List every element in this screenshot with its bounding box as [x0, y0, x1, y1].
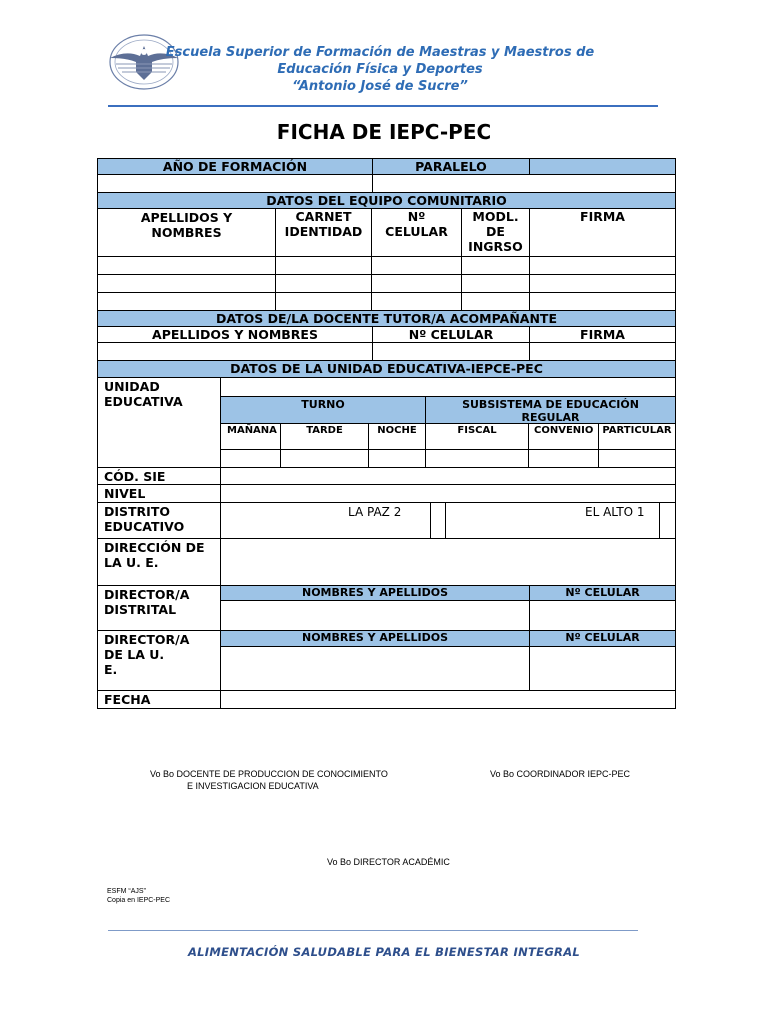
unidad-section-header: DATOS DE LA UNIDAD EDUCATIVA-IEPCE-PEC [97, 360, 676, 378]
distrito-la-paz-2: LA PAZ 2 [348, 505, 402, 519]
signature-docente [150, 768, 388, 792]
turno-manana-check[interactable] [220, 449, 281, 468]
equipo-row-1-carnet[interactable] [275, 256, 372, 275]
equipo-row-1-apellidos[interactable] [97, 256, 276, 275]
equipo-row-1-modalidad[interactable] [461, 256, 530, 275]
signature-docente-line-1: Vo Bo DOCENTE DE PRODUCCION DE CONOCIMIENTO [150, 769, 388, 779]
equipo-col-celular: Nº CELULAR [371, 208, 462, 257]
paralelo-value-input[interactable] [372, 174, 676, 193]
nivel-label: NIVEL [97, 484, 221, 503]
director-ue-celular-input[interactable] [529, 646, 676, 691]
director-distrital-nombres-header: NOMBRES Y APELLIDOS [220, 585, 530, 601]
unidad-educativa-input[interactable] [220, 377, 676, 397]
copy-note-line-1: ESFM “AJS” [107, 888, 146, 895]
docente-col-firma: FIRMA [529, 326, 676, 343]
equipo-row-2-firma[interactable] [529, 274, 676, 293]
docente-col-apellidos: APELLIDOS Y NOMBRES [97, 326, 373, 343]
director-distrital-celular-header: Nº CELULAR [529, 585, 676, 601]
institution-line-1: Escuela Superior de Formación de Maestras y Maestros de [165, 45, 595, 60]
equipo-col-apellidos: APELLIDOS Y NOMBRES [97, 208, 276, 257]
director-distrital-celular-input[interactable] [529, 600, 676, 631]
institution-name [150, 44, 610, 95]
docente-section-header: DATOS DE/LA DOCENTE TUTOR/A ACOMPAÑANTE [97, 310, 676, 327]
turno-noche: NOCHE [368, 423, 426, 450]
copy-note [107, 887, 170, 905]
docente-firma-input[interactable] [529, 342, 676, 361]
institution-line-2: Educación Física y Deportes [277, 62, 483, 77]
paralelo-label: PARALELO [372, 158, 530, 175]
equipo-row-2-modalidad[interactable] [461, 274, 530, 293]
equipo-row-2-carnet[interactable] [275, 274, 372, 293]
equipo-row-2-celular[interactable] [371, 274, 462, 293]
equipo-col-carnet: CARNET IDENTIDAD [275, 208, 372, 257]
unidad-educativa-label: UNIDAD EDUCATIVA [97, 377, 221, 468]
direccion-label: DIRECCIÓN DE LA U. E. [97, 538, 221, 586]
distrito-label: DISTRITO EDUCATIVO [97, 502, 221, 539]
turno-manana: MAÑANA [220, 423, 281, 450]
equipo-row-3-modalidad[interactable] [461, 292, 530, 311]
equipo-col-firma: FIRMA [529, 208, 676, 257]
distrito-el-alto-1-check[interactable] [659, 502, 676, 539]
docente-celular-input[interactable] [372, 342, 530, 361]
turno-tarde-check[interactable] [280, 449, 369, 468]
cod-sie-label: CÓD. SIE [97, 467, 221, 485]
equipo-row-3-celular[interactable] [371, 292, 462, 311]
equipo-section-header: DATOS DEL EQUIPO COMUNITARIO [97, 192, 676, 209]
signature-director: Vo Bo DIRECTOR ACADÉMIC [327, 857, 450, 867]
signature-coordinador: Vo Bo COORDINADOR IEPC-PEC [490, 769, 631, 779]
distrito-la-paz-2-check[interactable] [430, 502, 446, 539]
header-divider [108, 105, 658, 107]
footer-slogan: ALIMENTACIÓN SALUDABLE PARA EL BIENESTAR INTEGRAL [187, 945, 581, 959]
copy-note-line-2: Copia en IEPC-PEC [107, 897, 171, 904]
equipo-row-3-apellidos[interactable] [97, 292, 276, 311]
footer-divider [108, 930, 638, 931]
nivel-input[interactable] [220, 484, 676, 503]
director-ue-label: DIRECTOR/A DE LA U. E. [97, 630, 221, 691]
director-ue-nombres-input[interactable] [220, 646, 530, 691]
document-title: FICHA DE IEPC-PEC [276, 120, 492, 144]
subsistema-fiscal: FISCAL [425, 423, 529, 450]
equipo-row-3-carnet[interactable] [275, 292, 372, 311]
signature-docente-line-2: E INVESTIGACION EDUCATIVA [187, 781, 319, 791]
turno-header: TURNO [220, 396, 426, 424]
equipo-col-modalidad: MODL. DE INGRSO [461, 208, 530, 257]
fecha-label: FECHA [97, 690, 221, 709]
institution-line-3: “Antonio José de Sucre” [292, 79, 468, 94]
subsistema-header: SUBSISTEMA DE EDUCACIÓN REGULAR [425, 396, 676, 424]
director-distrital-label: DIRECTOR/A DISTRITAL [97, 585, 221, 631]
distrito-el-alto-1: EL ALTO 1 [585, 505, 645, 519]
subsistema-convenio-check[interactable] [528, 449, 599, 468]
equipo-row-1-celular[interactable] [371, 256, 462, 275]
subsistema-convenio: CONVENIO [528, 423, 599, 450]
subsistema-particular-check[interactable] [598, 449, 676, 468]
direccion-input[interactable] [220, 538, 676, 586]
equipo-row-1-firma[interactable] [529, 256, 676, 275]
director-ue-celular-header: Nº CELULAR [529, 630, 676, 647]
subsistema-particular: PARTICULAR [598, 423, 676, 450]
director-distrital-nombres-input[interactable] [220, 600, 530, 631]
docente-col-celular: Nº CELULAR [372, 326, 530, 343]
fecha-input[interactable] [220, 690, 676, 709]
ano-formacion-input[interactable] [97, 174, 373, 193]
subsistema-fiscal-check[interactable] [425, 449, 529, 468]
cod-sie-input[interactable] [220, 467, 676, 485]
director-ue-nombres-header: NOMBRES Y APELLIDOS [220, 630, 530, 647]
turno-tarde: TARDE [280, 423, 369, 450]
docente-apellidos-input[interactable] [97, 342, 373, 361]
ano-formacion-label: AÑO DE FORMACIÓN [97, 158, 373, 175]
equipo-row-3-firma[interactable] [529, 292, 676, 311]
turno-noche-check[interactable] [368, 449, 426, 468]
paralelo-input[interactable] [529, 158, 676, 175]
equipo-row-2-apellidos[interactable] [97, 274, 276, 293]
